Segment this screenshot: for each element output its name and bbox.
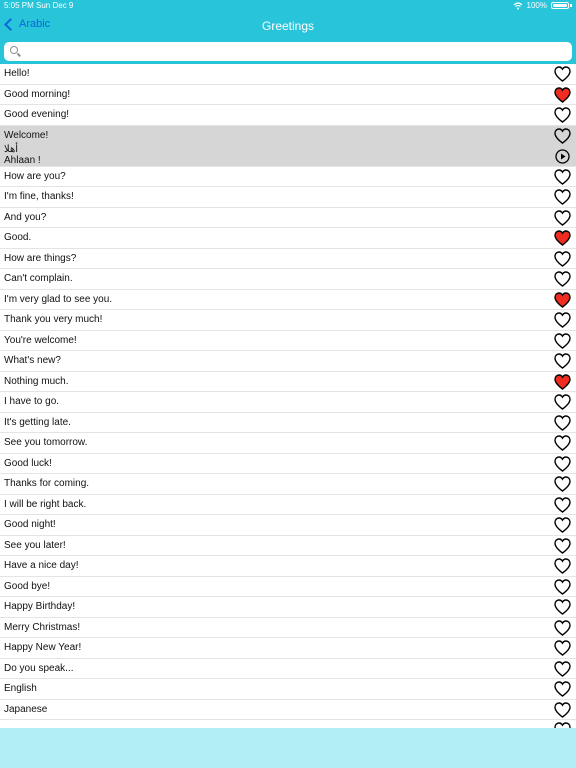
header-bar: [0, 0, 576, 64]
list-item[interactable]: [0, 167, 576, 188]
list-item[interactable]: [0, 105, 576, 126]
list-item[interactable]: [0, 269, 576, 290]
heart-icon[interactable]: [554, 599, 571, 615]
heart-icon[interactable]: [554, 169, 571, 185]
heart-icon[interactable]: [554, 415, 571, 431]
heart-icon[interactable]: [554, 66, 571, 82]
phrase-text: Hello!: [4, 68, 30, 79]
navigation-bar: [0, 12, 576, 40]
phrase-text: English: [4, 683, 37, 694]
page-title: Greetings: [261, 19, 315, 33]
heart-icon[interactable]: [554, 661, 571, 677]
heart-icon[interactable]: [554, 230, 571, 246]
list-item[interactable]: [0, 433, 576, 454]
list-item[interactable]: [0, 577, 576, 598]
heart-icon[interactable]: [554, 128, 571, 144]
search-input[interactable]: [22, 44, 566, 61]
list-item[interactable]: [0, 290, 576, 311]
phrase-text: Can't complain.: [4, 273, 73, 284]
phrase-text: Welcome!: [4, 129, 49, 141]
phrase-text: Good evening!: [4, 109, 70, 120]
status-time: 5:05 PM Sun Dec 9: [4, 1, 74, 10]
heart-icon[interactable]: [554, 681, 571, 697]
list-item[interactable]: [0, 495, 576, 516]
heart-icon[interactable]: [554, 312, 571, 328]
heart-icon[interactable]: [554, 456, 571, 472]
list-item[interactable]: [0, 208, 576, 229]
transliteration-text: Ahlaan !: [4, 154, 41, 166]
heart-icon[interactable]: [554, 579, 571, 595]
phrase-text: I'm fine, thanks!: [4, 191, 74, 202]
phrase-text: I'm very glad to see you.: [4, 293, 113, 305]
heart-icon[interactable]: [554, 476, 571, 492]
battery-percent: 100%: [526, 1, 547, 10]
list-item[interactable]: [0, 515, 576, 536]
battery-tip-icon: [570, 4, 572, 7]
native-text: أهلا: [4, 143, 19, 155]
heart-icon[interactable]: [554, 210, 571, 226]
heart-icon[interactable]: [554, 558, 571, 574]
list-item[interactable]: [0, 700, 576, 721]
phrase-text: It's getting late.: [4, 416, 71, 428]
list-item[interactable]: [0, 249, 576, 270]
status-bar: [0, 0, 576, 12]
list-item[interactable]: [0, 454, 576, 475]
list-item[interactable]: [0, 597, 576, 618]
phrase-text: How are things?: [4, 252, 77, 264]
phrase-text: Do you speak...: [4, 662, 74, 674]
phrase-text: Thank you very much!: [4, 314, 103, 325]
phrase-text: And you?: [4, 211, 47, 223]
list-item[interactable]: [0, 679, 576, 700]
list-item[interactable]: [0, 392, 576, 413]
heart-icon[interactable]: [554, 271, 571, 287]
search-bar[interactable]: [4, 42, 572, 61]
phrase-text: See you later!: [4, 539, 66, 551]
heart-icon[interactable]: [554, 292, 571, 308]
phrase-text: You're welcome!: [4, 334, 77, 346]
heart-icon[interactable]: [554, 251, 571, 267]
heart-icon[interactable]: [554, 640, 571, 656]
list-item[interactable]: [0, 85, 576, 106]
search-icon: [10, 46, 18, 54]
back-label: Arabic: [19, 18, 51, 30]
list-item[interactable]: [0, 187, 576, 208]
phrase-text: I will be right back.: [4, 498, 87, 510]
phrase-text: See you tomorrow.: [4, 437, 88, 448]
list-item[interactable]: [0, 310, 576, 331]
heart-icon[interactable]: [554, 538, 571, 554]
list-item[interactable]: [0, 331, 576, 352]
heart-icon[interactable]: [554, 394, 571, 410]
phrase-text: How are you?: [4, 170, 66, 182]
bottom-banner: [0, 728, 576, 768]
phrase-text: Have a nice day!: [4, 560, 79, 571]
phrase-text: Good night!: [4, 519, 56, 530]
heart-icon[interactable]: [554, 333, 571, 349]
status-right: [513, 1, 572, 10]
heart-icon[interactable]: [554, 353, 571, 369]
list-item[interactable]: [0, 64, 576, 85]
phrase-text: Nothing much.: [4, 375, 69, 387]
heart-icon[interactable]: [554, 107, 571, 123]
phrase-list: [0, 64, 576, 741]
play-audio-icon[interactable]: [555, 149, 570, 164]
phrase-text: Merry Christmas!: [4, 621, 81, 633]
heart-icon[interactable]: [554, 87, 571, 103]
heart-icon[interactable]: [554, 435, 571, 451]
list-item[interactable]: [0, 618, 576, 639]
phrase-text: Good.: [4, 232, 32, 243]
heart-icon[interactable]: [554, 620, 571, 636]
phrase-text: Good morning!: [4, 88, 71, 100]
heart-icon[interactable]: [554, 702, 571, 718]
heart-icon[interactable]: [554, 497, 571, 513]
list-item[interactable]: [0, 474, 576, 495]
phrase-text: Good luck!: [4, 457, 52, 469]
phrase-text: Japanese: [4, 703, 48, 715]
battery-icon: [551, 2, 569, 9]
phrase-text: Good bye!: [4, 580, 51, 592]
list-item[interactable]: [0, 556, 576, 577]
heart-icon[interactable]: [554, 374, 571, 390]
list-item[interactable]: [0, 351, 576, 372]
list-item[interactable]: [0, 126, 576, 167]
phrase-text: I have to go.: [4, 396, 60, 407]
phrase-text: Happy New Year!: [4, 642, 82, 653]
heart-icon[interactable]: [554, 189, 571, 205]
list-item[interactable]: [0, 536, 576, 557]
heart-icon[interactable]: [554, 517, 571, 533]
phrase-text: What's new?: [4, 355, 61, 366]
wifi-icon: [513, 2, 523, 10]
list-item[interactable]: [0, 372, 576, 393]
phrase-text: Thanks for coming.: [4, 478, 90, 489]
list-item[interactable]: [0, 228, 576, 249]
list-item[interactable]: [0, 413, 576, 434]
phrase-text: Happy Birthday!: [4, 601, 76, 612]
list-item[interactable]: [0, 638, 576, 659]
list-item[interactable]: [0, 659, 576, 680]
